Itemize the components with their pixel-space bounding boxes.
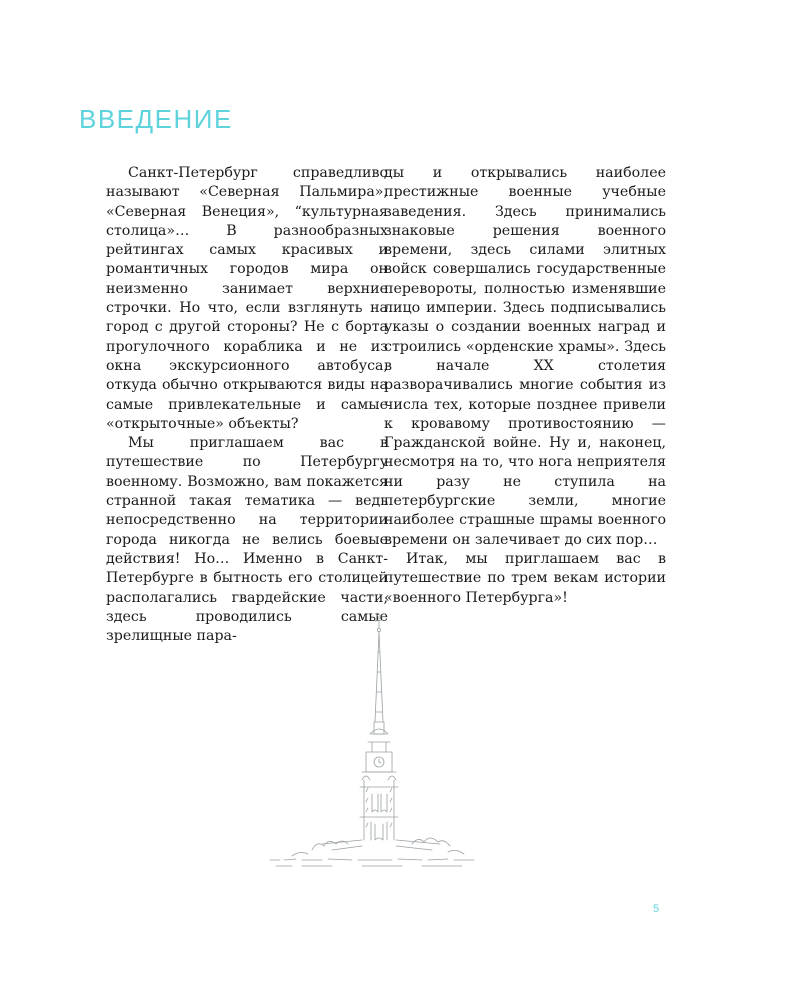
chapter-heading: ВВЕДЕНИЕ [79,104,233,134]
paragraph: Итак, мы приглашаем вас в путешествие по трем векам истории «военного Петербурга»! [384,550,666,606]
peter-paul-spire-sketch [262,612,482,878]
text-column-right [384,164,666,608]
paragraph: Мы приглашаем вас в путешествие по Петербургу военному. Возможно, вам покажется странной такая тематика — ведь непосредственно на территории города никогда не велись боевые действия! Но… Именно в Санкт-Петербурге в бытность его столицей располагались гвардейские части, здесь проводились самые зрелищные пара- [106,435,388,645]
paragraph-continued: ды и открывались наиболее престижные военные учебные заведения. Здесь принимались знаковые решения военного времени, здесь силами элитных войск совершались государственные перевороты, полностью изменявшие лицо империи. Здесь подписывались указы о создании военных наград и строились «орденские храмы». Здесь в начале XX столетия разворачивались многие события из числа тех, которые позднее привели к кровавому противостоянию — Гражданской войне. Ну и, наконец, несмотря на то, что нога неприятеля ни разу не ступила на петербургские земли, многие наиболее страшные шрамы военного времени он залечивает до сих пор… [384,165,666,548]
text-column-left [106,164,388,646]
paragraph: Санкт-Петербург справедливо называют «Северная Пальмира», «Северная Венеция», “культурная столица»… В разнообразных рейтингах самых красивых и романтичных городов мира он неизменно занимает верхние строчки. Но что, если взглянуть на город с другой стороны? Не с борта прогулочного кораблика и не из окна экскурсионного автобуса, откуда обычно открываются виды на самые привлекательные и самые «открыточные» объекты? [106,165,388,432]
page-number: 5 [653,903,660,915]
